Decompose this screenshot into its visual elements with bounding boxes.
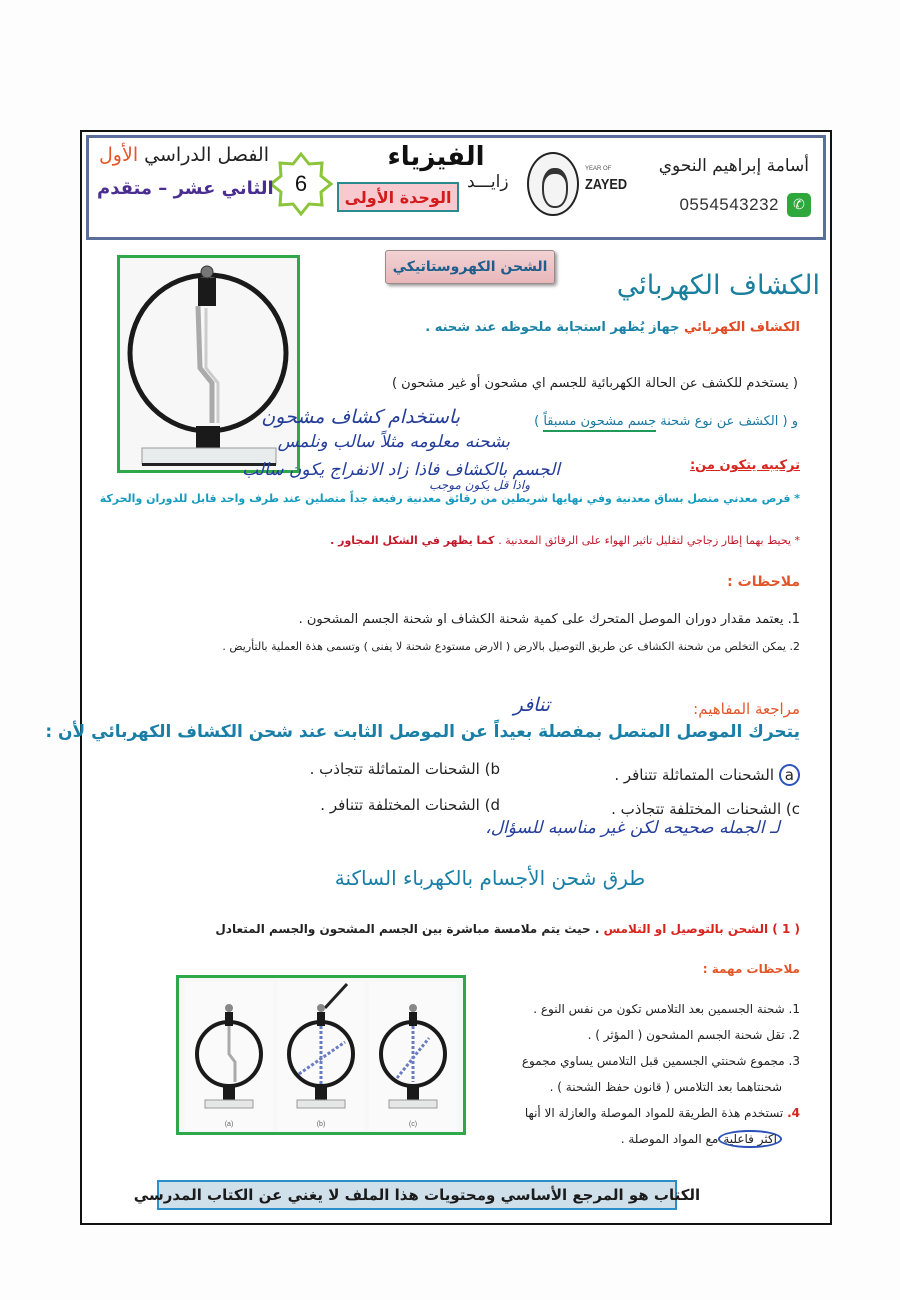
portrait-icon — [527, 152, 579, 216]
option-d[interactable]: d) الشحنات المختلفة تتنافر . — [320, 796, 500, 814]
option-b[interactable]: b) الشحنات المتماثلة تتجاذب . — [309, 760, 500, 778]
important-notes-list — [440, 996, 800, 1152]
notes-heading: ملاحظات : — [727, 574, 800, 590]
important-note-1: 1. شحنة الجسمين بعد التلامس تكون من نفس النوع . — [533, 1002, 800, 1016]
use-2-prefix: و ( الكشف عن نوع شحنة — [656, 414, 798, 429]
option-c[interactable]: c) الشحنات المختلفة تتجاذب . — [611, 800, 800, 818]
note-item-2: 2. يمكن التخلص من شحنة الكشاف عن طريق التوصيل بالارض ( الارض مستودع شحنة لا يفنى ) وتسمى هذة العملية بالتأريض . — [222, 640, 800, 653]
electroscope-neutral-illustration — [185, 982, 273, 1122]
electroscope-illustration — [120, 258, 297, 470]
method-1-text: . حيث يتم ملامسة مباشرة بين الجسم المشحون والجسم المتعادل — [215, 922, 604, 936]
handwritten-note: واذا قل يكون موجب — [429, 478, 530, 492]
handwritten-comment: لـ الجمله صحيحه لكن غير مناسبه للسؤال، — [485, 818, 780, 838]
definition-text: جهاز يُظهر استجابة ملحوظه عند شحنه . — [425, 320, 684, 335]
section-title: الكشاف الكهربائي — [616, 270, 820, 301]
note-4-number: 4. — [787, 1106, 800, 1120]
use-2-suffix: ) — [534, 414, 544, 429]
figure-caption: (a) — [224, 1121, 234, 1128]
page-number: 6 — [294, 171, 308, 196]
handwritten-note: باستخدام كشاف مشحون — [261, 406, 460, 428]
review-question: يتحرك الموصل المتصل بمفصلة بعيداً عن الموصل الثابت عند شحن الكشاف الكهربائي لأن : — [45, 722, 800, 742]
year-of-text: YEAR OF — [585, 166, 612, 172]
important-note-3: 3. مجموع شحنتي الجسمين قبل التلامس يساوي مجموع — [521, 1054, 800, 1068]
option-text: الشحنات المتماثلة تتنافر . — [614, 766, 775, 784]
figure-caption: (c) — [408, 1121, 418, 1128]
definition — [425, 320, 800, 335]
structure-label: تركيبه يتكون من: — [689, 458, 800, 473]
method-1-label: ( 1 ) الشحن بالتوصيل او التلامس — [603, 922, 800, 936]
handwritten-answer: تنافر — [513, 694, 550, 716]
electroscope-image — [117, 255, 300, 473]
option-letter-circled: a — [779, 764, 800, 786]
handwritten-note: بشحنه معلومه مثلاً سالب ونلمس — [277, 432, 510, 452]
option-letter: d — [490, 796, 500, 814]
electroscope-charging-illustration — [277, 982, 365, 1122]
structure-2-emphasis: كما يظهر في الشكل المجاور . — [330, 534, 499, 547]
handwritten-note: الجسم بالكشاف فاذا زاد الانفراج يكون سالب — [242, 460, 560, 480]
method-1 — [215, 922, 800, 936]
zayed-arabic-text: زايـــد — [467, 172, 509, 192]
option-text: الشحنات المختلفة تتجاذب . — [611, 800, 782, 818]
option-text: الشحنات المتماثلة تتجاذب . — [309, 760, 480, 778]
important-note-4 — [440, 1100, 800, 1126]
term-value: الأول — [99, 144, 139, 166]
important-note-4-cont — [440, 1126, 800, 1152]
charging-figure — [176, 975, 466, 1135]
topic-badge: الشحن الكهروستاتيكي — [385, 250, 555, 284]
option-a[interactable] — [614, 764, 800, 786]
worksheet-header — [86, 135, 826, 240]
figure-panel-a — [185, 982, 273, 1130]
circled-phrase: اكثر فاعلية — [718, 1130, 782, 1148]
use-statement-2 — [534, 414, 798, 429]
use-statement-1: ( يستخدم للكشف عن الحالة الكهربائية للجسم اي مشحون أو غير مشحون ) — [391, 376, 798, 391]
term-label-text: الفصل الدراسي — [144, 144, 269, 166]
important-note-2: 2. تقل شحنة الجسم المشحون ( المؤثر ) . — [587, 1028, 800, 1042]
structure-item-2 — [330, 534, 800, 547]
footer-banner: الكتاب هو المرجع الأساسي ومحتويات هذا الملف لا يغني عن الكتاب المدرسي — [157, 1180, 677, 1210]
zayed-english-text: ZAYED — [585, 176, 628, 193]
note-4-cont-text: مع المواد الموصلة . — [620, 1132, 719, 1146]
important-note-3-cont: شحنتاهما بعد التلامس ( قانون حفظ الشحنة ) . — [549, 1080, 782, 1094]
figure-caption: (b) — [316, 1121, 326, 1128]
structure-item-1: * قرص معدني متصل بساق معدنية وفي نهايها شريطين من رقائق معدنية رفيعة جداً متصلين عند طرف واحد قابل للدوران والحركة — [99, 492, 800, 505]
grade-label: الثاني عشر – متقدم — [97, 178, 274, 199]
use-2-underlined: جسم مشحون مسبقاً — [543, 414, 656, 432]
figure-panel-b — [277, 982, 365, 1130]
unit-badge: الوحدة الأولى — [337, 182, 459, 212]
phone-number: 0554543232 — [679, 195, 779, 214]
phone-row — [679, 193, 811, 217]
option-letter: c — [791, 800, 800, 818]
definition-term: الكشاف الكهربائي — [684, 320, 800, 335]
structure-2-text: * يحيط بهما إطار زجاجي لتقليل تاثير الهواء على الرقائق المعدنية . — [498, 534, 800, 547]
author-name: أسامة إبراهيم النحوي — [658, 156, 809, 176]
important-notes-heading: ملاحظات مهمة : — [702, 962, 800, 976]
page-number-badge — [269, 152, 333, 216]
subject-title: الفيزياء — [387, 142, 485, 172]
option-letter: b — [490, 760, 500, 778]
option-text: الشحنات المختلفة تتنافر . — [320, 796, 480, 814]
note-item-1: 1. يعتمد مقدار دوران الموصل المتحرك على كمية شحنة الكشاف او شحنة الجسم المشحون . — [298, 612, 800, 627]
note-4-text: تستخدم هذة الطريقة للمواد الموصلة والعازلة الا أنها — [524, 1106, 784, 1120]
phone-icon: ✆ — [787, 193, 811, 217]
review-heading: مراجعة المفاهيم: — [693, 700, 800, 718]
term-label — [99, 144, 269, 166]
methods-title: طرق شحن الأجسام بالكهرباء الساكنة — [334, 866, 646, 890]
